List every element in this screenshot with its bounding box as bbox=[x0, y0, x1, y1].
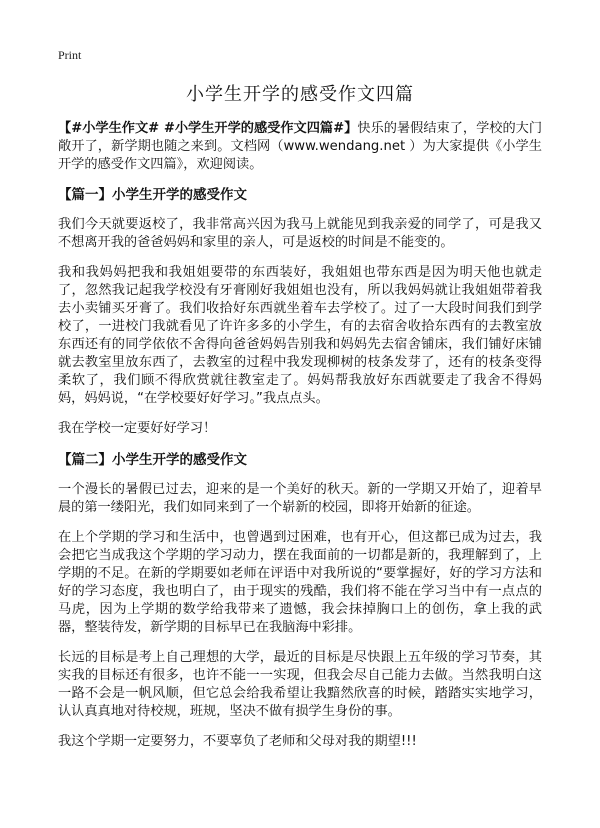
paragraph: 我和我妈妈把我和我姐姐要带的东西装好，我姐姐也带东西是因为明天他也就走了，忽然我记起我学校没有牙膏刚好我姐姐也没有，所以我妈妈就让我姐姐带着我去小卖铺买牙膏了。我们收拾好东西就坐着车去学校了。过了一大段时间我们到学校了，一进校门我就看见了许许多多的小学生，有的去宿舍收拾东西有的去教室放东西还有的同学依依不舍得向爸爸妈妈告别我和妈妈先去宿舍铺床，我们铺好床铺就去教室里放东西了，去教室的过程中我发现柳树的枝条发芽了，还有的枝条变得柔软了，我们顾不得欣赏就往教室走了。妈妈帮我放好东西就要走了我舍不得妈妈，妈妈说，“在学校要好好学习。”我点点头。 bbox=[58, 265, 542, 406]
paragraph: 我这个学期一定要努力，不要辜负了老师和父母对我的期望!!! bbox=[58, 734, 417, 749]
intro-tag: 【#小学生作文# #小学生开学的感受作文四篇#】 bbox=[58, 121, 358, 136]
paragraph: 一个漫长的暑假已过去，迎来的是一个美好的秋天。新的一学期又开始了，迎着早晨的第一缕阳光，我们如同来到了一个崭新的校园，即将开始新的征途。 bbox=[58, 482, 542, 515]
paragraph: 我们今天就要返校了，我非常高兴因为我马上就能见到我亲爱的同学了，可是我又不想离开我的爸爸妈妈和家里的亲人，可是返校的时间是不能变的。 bbox=[58, 217, 542, 250]
section-heading: 【篇一】小学生开学的感受作文 bbox=[58, 187, 247, 203]
intro-text: 快乐的暑假结束了，学校的大门敞开了，新学期也随之来到。文档网（www.wendang.net ）为大家提供《小学生开学的感受作文四篇》，欢迎阅读。 bbox=[58, 121, 543, 172]
paragraph: 我在学校一定要好好学习！ bbox=[58, 421, 217, 436]
paragraph: 在上个学期的学习和生活中，也曾遇到过困难，也有开心，但这都已成为过去，我会把它当成我这个学期的学习动力，摆在我面前的一切都是新的，我理解到了，上学期的不足。在新的学期要如老师在评语中对我所说的“要掌握好，好的学习方法和好的学习态度，我也明白了，由于现实的残酷，我们将不能在学习当中有一点点的马虎，因为上学期的数学给我带来了遗憾，我会抹掉胸口上的创伤，拿上我的武器，整装待发，新学期的目标早已在我脑海中彩排。 bbox=[58, 530, 542, 635]
section-heading: 【篇二】小学生开学的感受作文 bbox=[58, 452, 247, 468]
paragraph: 长远的目标是考上自己理想的大学，最近的目标是尽快跟上五年级的学习节奏，其实我的目标还有很多，也许不能一一实现，但我会尽自己能力去做。当然我明白这一路不会是一帆风顺，但它总会给我希望让我黯然欣喜的时候，踏踏实实地学习，认认真真地对待校规，班规，坚决不做有损学生身份的事。 bbox=[58, 650, 542, 719]
page-title: 小学生开学的感受作文四篇 bbox=[186, 84, 414, 105]
print-link[interactable]: Print bbox=[58, 48, 82, 62]
article-body bbox=[58, 120, 542, 751]
intro-paragraph bbox=[58, 120, 542, 174]
